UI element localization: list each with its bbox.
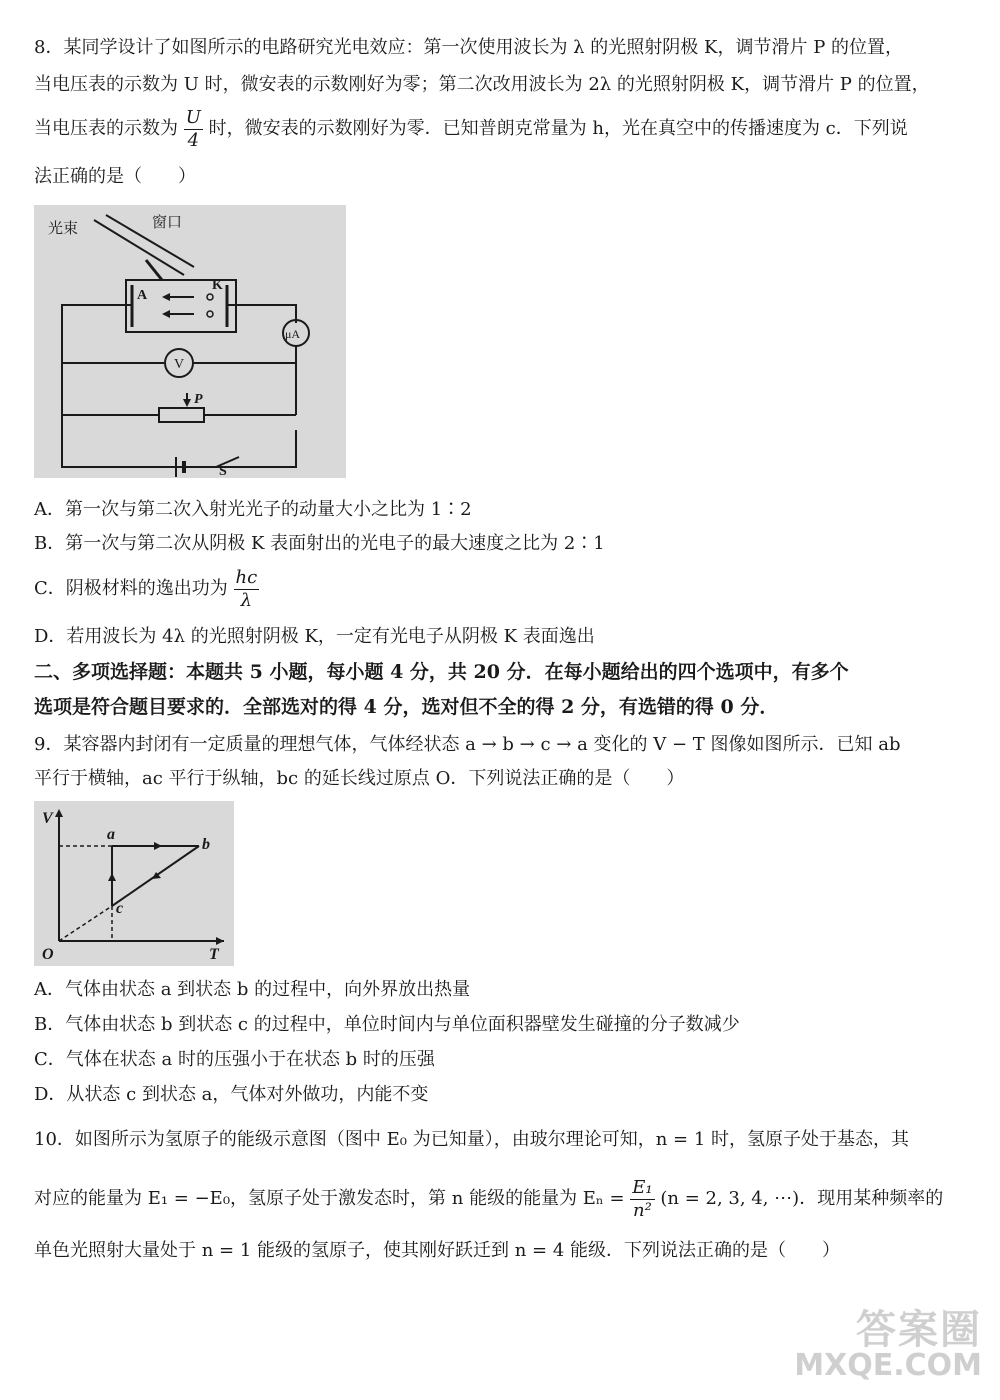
q8-option-c-den: λ — [240, 589, 253, 611]
q8-fraction-u-over-4 — [184, 107, 203, 152]
label-switch: S — [219, 464, 227, 478]
q8-circuit-figure — [34, 205, 346, 478]
q10-frac-num: E₁ — [632, 1176, 653, 1198]
label-microammeter: μA — [285, 327, 301, 341]
label-c: c — [116, 900, 124, 917]
vt-diagram — [34, 801, 234, 966]
q10-line2-post: (n = 2, 3, 4, ⋯)．现用某种频率的 — [660, 1188, 944, 1209]
wire-cathode — [227, 305, 296, 323]
label-anode: A — [137, 288, 148, 303]
label-v: V — [42, 810, 53, 827]
q8-option-c — [34, 566, 980, 612]
q9-stem-line1: 9．某容器内封闭有一定质量的理想气体，气体经状态 a → b → c → a 变化的 V − T 图像如图所示．已知 ab — [34, 734, 901, 755]
q10-line2 — [34, 1176, 980, 1222]
v-axis-arrow — [55, 809, 63, 817]
label-cathode: K — [212, 278, 223, 293]
q10-energy-fraction — [630, 1177, 654, 1222]
q8-stem-line3-post: 时，微安表的示数刚好为零．已知普朗克常量为 h，光在真空中的传播速度为 c．下列说 — [208, 118, 908, 139]
arrow-2-head — [162, 310, 170, 318]
q8-stem-line3 — [34, 106, 980, 152]
label-slider: P — [194, 392, 203, 407]
arrow-1-head — [162, 293, 170, 301]
q9-option-c: C．气体在状态 a 时的压强小于在状态 b 时的压强 — [34, 1049, 435, 1070]
wire-left-bottom — [62, 305, 296, 467]
q8-option-c-fraction — [234, 567, 260, 612]
q8-option-c-pre: C．阴极材料的逸出功为 — [34, 578, 228, 599]
label-beam: 光束 — [48, 221, 79, 237]
t-axis-arrow — [216, 937, 224, 945]
circuit-diagram — [34, 205, 346, 478]
section2-heading-line1: 二、多项选择题：本题共 5 小题，每小题 4 分，共 20 分．在每小题给出的四个选项中，有多个 — [34, 661, 849, 683]
slider-arrow-head — [183, 399, 191, 407]
window-glass — [146, 260, 162, 280]
q8-option-a: A．第一次与第二次入射光光子的动量大小之比为 1∶2 — [34, 499, 472, 520]
label-window: 窗口 — [152, 215, 183, 231]
label-b: b — [202, 836, 210, 853]
q9-stem-line2: 平行于横轴，ac 平行于纵轴，bc 的延长线过原点 O．下列说法正确的是（ ） — [34, 768, 685, 789]
q9-vt-graph — [34, 801, 234, 966]
q10-line1: 10．如图所示为氢原子的能级示意图（图中 E₀ 为已知量），由玻尔理论可知，n = 1 时，氢原子处于基态，其 — [34, 1129, 909, 1150]
label-t: T — [209, 946, 219, 963]
q8-stem-line3-pre: 当电压表的示数为 — [34, 118, 178, 139]
watermark — [792, 1298, 982, 1388]
q10-frac-den: n² — [633, 1199, 652, 1221]
q8-stem-line1: 8．某同学设计了如图所示的电路研究光电效应：第一次使用波长为 λ 的光照射阴极 K，调节滑片 P 的位置， — [34, 37, 904, 58]
q8-option-c-num: hc — [235, 566, 258, 588]
q9-option-d: D．从状态 c 到状态 a，气体对外做功，内能不变 — [34, 1084, 429, 1105]
q8-stem-line2: 当电压表的示数为 U 时，微安表的示数刚好为零；第二次改用波长为 2λ 的光照射阴极 K，调节滑片 P 的位置， — [34, 74, 930, 95]
section2-heading-line2: 选项是符合题目要求的．全部选对的得 4 分，选对但不全的得 2 分，有选错的得 0 分． — [34, 696, 779, 718]
q10-line2-pre: 对应的能量为 E₁ = −E₀，氢原子处于激发态时，第 n 能级的能量为 Eₙ = — [34, 1188, 625, 1209]
rheostat — [159, 408, 204, 422]
q8-option-d: D．若用波长为 4λ 的光照射阴极 K，一定有光电子从阴极 K 表面逸出 — [34, 626, 595, 647]
q8-stem-line4: 法正确的是（ ） — [34, 166, 196, 187]
watermark-title: 答案圈 — [856, 1306, 982, 1353]
q8-option-b: B．第一次与第二次从阴极 K 表面射出的光电子的最大速度之比为 2∶1 — [34, 533, 605, 554]
label-a: a — [107, 826, 115, 843]
label-origin: O — [42, 946, 54, 963]
label-voltmeter: V — [174, 357, 185, 372]
electron-2 — [207, 311, 213, 317]
arrow-a-to-b — [154, 842, 162, 850]
watermark-url: MXQE.COM — [794, 1348, 982, 1383]
q10-line3: 单色光照射大量处于 n = 1 能级的氢原子，使其刚好跃迁到 n = 4 能级．下列说法正确的是（ ） — [34, 1240, 841, 1261]
q9-option-b: B．气体由状态 b 到状态 c 的过程中，单位时间内与单位面积器壁发生碰撞的分子数减少 — [34, 1014, 740, 1035]
q8-frac-num: U — [185, 106, 201, 128]
arrow-c-to-a — [108, 873, 116, 881]
electron-1 — [207, 294, 213, 300]
q8-frac-den: 4 — [187, 129, 200, 151]
q9-option-a: A．气体由状态 a 到状态 b 的过程中，向外界放出热量 — [34, 979, 471, 1000]
dashed-origin-c — [59, 906, 112, 941]
